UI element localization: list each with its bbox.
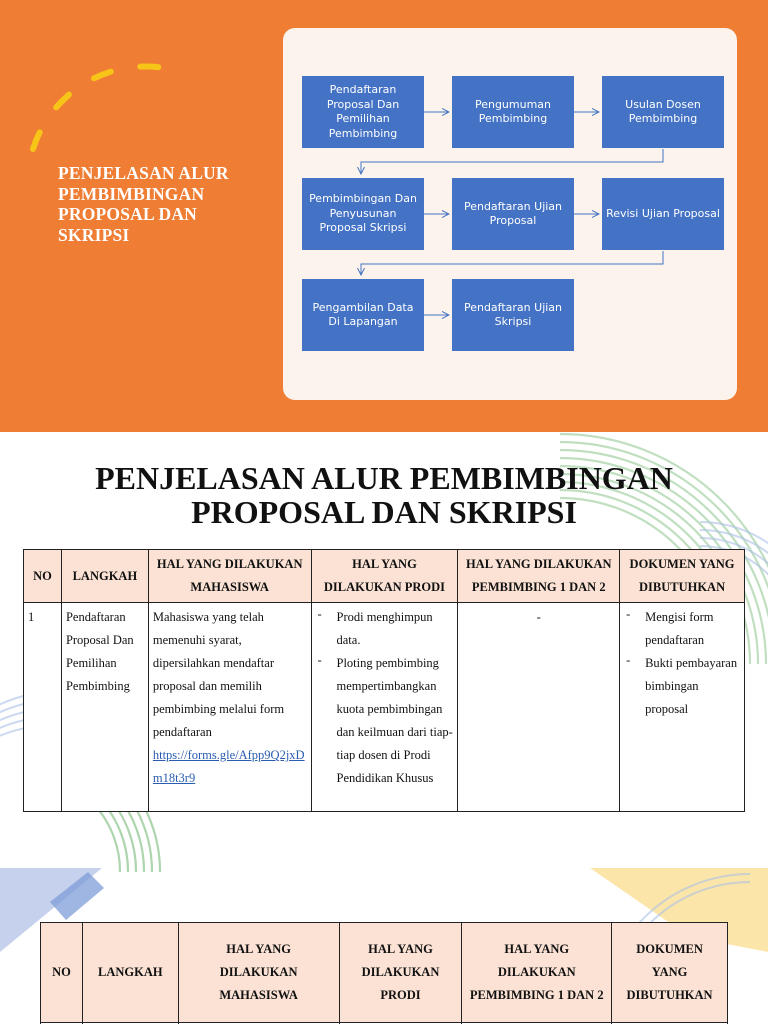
header-dokumen: DOKUMEN YANG DIBUTUHKAN	[620, 550, 745, 603]
mahasiswa-text: Mahasiswa yang telah memenuhi syarat, dipersilahkan mendaftar proposal dan memilih pembimbing melalui form pendaftaran	[152, 610, 285, 739]
cell-dokumen	[620, 603, 745, 812]
flow-step-5: Pendaftaran Ujian Proposal	[452, 178, 574, 250]
table-header-row	[41, 923, 728, 1023]
header-prodi: HAL YANG DILAKUKAN PRODI	[339, 923, 462, 1023]
cell-prodi	[311, 603, 458, 812]
flow-step-6: Revisi Ujian Proposal	[602, 178, 724, 250]
table-header-row	[24, 550, 745, 603]
steps-table-continued	[40, 922, 728, 1024]
flow-step-2: Pengumuman Pembimbing	[452, 76, 574, 148]
header-no: NO	[41, 923, 83, 1023]
cell-pembimbing: -	[458, 603, 620, 812]
steps-table	[23, 549, 745, 812]
header-mahasiswa: HAL YANG DILAKUKAN MAHASISWA	[148, 550, 311, 603]
dokumen-item: - Bukti pembayaran bimbingan proposal	[624, 652, 740, 721]
flow-step-4: Pembimbingan Dan Penyusunan Proposal Skripsi	[302, 178, 424, 250]
title-line-1: PENJELASAN ALUR PEMBIMBINGAN	[95, 460, 673, 496]
title-line-2: PROPOSAL DAN SKRIPSI	[191, 494, 577, 530]
flow-step-8: Pendaftaran Ujian Skripsi	[452, 279, 574, 351]
header-prodi: HAL YANG DILAKUKAN PRODI	[311, 550, 458, 603]
header-mahasiswa: HAL YANG DILAKUKAN MAHASISWA	[178, 923, 339, 1023]
slide1-title: PENJELASAN ALUR PEMBIMBINGAN PROPOSAL DAN SKRIPSI	[58, 163, 229, 245]
header-langkah: LANGKAH	[61, 550, 148, 603]
flow-step-1: Pendaftaran Proposal Dan Pemilihan Pembimbing	[302, 76, 424, 148]
table-row	[24, 603, 745, 812]
cell-mahasiswa	[148, 603, 311, 812]
slide-table	[0, 432, 768, 1024]
flow-step-7: Pengambilan Data Di Lapangan	[302, 279, 424, 351]
cell-langkah: Pendaftaran Proposal Dan Pemilihan Pembimbing	[61, 603, 148, 812]
prodi-item: - Ploting pembimbing mempertimbangkan kuota pembimbingan dan keilmuan dari tiap-tiap dosen di Prodi Pendidikan Khusus	[316, 652, 454, 790]
form-link[interactable]: https://forms.gle/Afpp9Q2jxDm18t3r9	[152, 748, 305, 785]
header-no: NO	[24, 550, 62, 603]
header-dokumen: DOKUMEN YANG DIBUTUHKAN	[612, 923, 728, 1023]
slide-flow-overview	[0, 0, 768, 432]
flow-step-3: Usulan Dosen Pembimbing	[602, 76, 724, 148]
cell-no: 1	[24, 603, 62, 812]
slide2-title	[0, 461, 768, 529]
dokumen-item: - Mengisi form pendaftaran	[624, 606, 740, 652]
prodi-item: - Prodi menghimpun data.	[316, 606, 454, 652]
header-langkah: LANGKAH	[82, 923, 178, 1023]
header-pembimbing: HAL YANG DILAKUKAN PEMBIMBING 1 DAN 2	[458, 550, 620, 603]
header-pembimbing: HAL YANG DILAKUKAN PEMBIMBING 1 DAN 2	[462, 923, 612, 1023]
